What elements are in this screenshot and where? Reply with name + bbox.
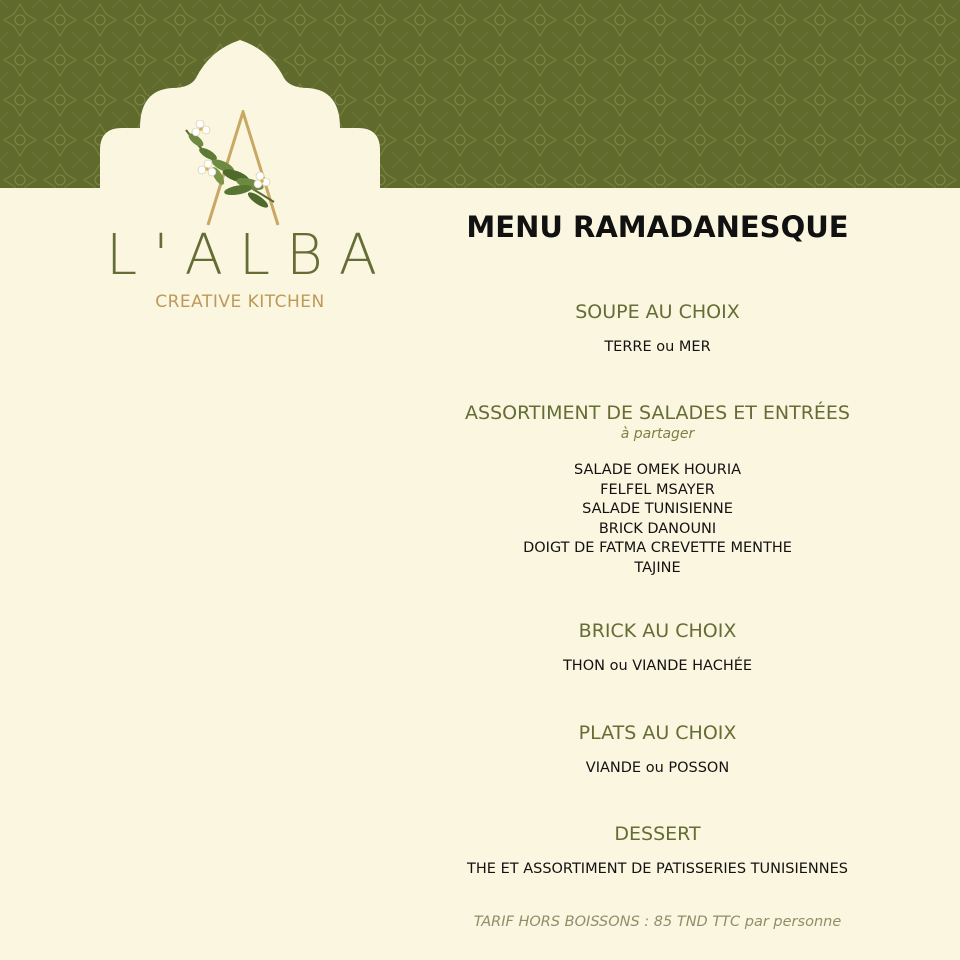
menu-item: FELFEL MSAYER — [600, 481, 715, 498]
section-soupe — [400, 300, 915, 358]
menu-panel — [400, 205, 915, 250]
menu-item: THON ou VIANDE HACHÉE — [562, 658, 753, 674]
menu-item: SALADE TUNISIENNE — [582, 501, 733, 517]
menu-item: TAJINE — [634, 559, 681, 576]
section-title: PLATS AU CHOIX — [578, 722, 737, 744]
section-brick — [400, 619, 915, 677]
menu-item: DOIGT DE FATMA CREVETTE MENTHE — [523, 540, 792, 556]
brand-name: L'ALBA — [106, 223, 394, 288]
brand-logo — [90, 110, 394, 320]
section-plats — [400, 721, 915, 779]
brand-tagline: CREATIVE KITCHEN — [155, 292, 325, 312]
section-note: à partager — [620, 426, 695, 442]
price-footer: TARIF HORS BOISSONS : 85 TND TTC par personne — [473, 914, 842, 930]
menu-item: THE ET ASSORTIMENT DE PATISSERIES TUNISIENNES — [467, 861, 848, 877]
leaf-emblem-icon — [178, 110, 308, 230]
section-title: DESSERT — [614, 823, 701, 845]
menu-item: TERRE ou MER — [604, 339, 711, 355]
section-title: BRICK AU CHOIX — [578, 620, 737, 642]
section-title: ASSORTIMENT DE SALADES ET ENTRÉES — [465, 402, 850, 424]
section-dessert — [400, 822, 915, 880]
section-title: SOUPE AU CHOIX — [575, 301, 740, 323]
menu-item: SALADE OMEK HOURIA — [573, 462, 742, 478]
section-salades — [400, 401, 915, 578]
menu-title: MENU RAMADANESQUE — [466, 210, 849, 244]
menu-item: VIANDE ou POSSON — [585, 760, 730, 776]
menu-item: BRICK DANOUNI — [598, 520, 717, 537]
